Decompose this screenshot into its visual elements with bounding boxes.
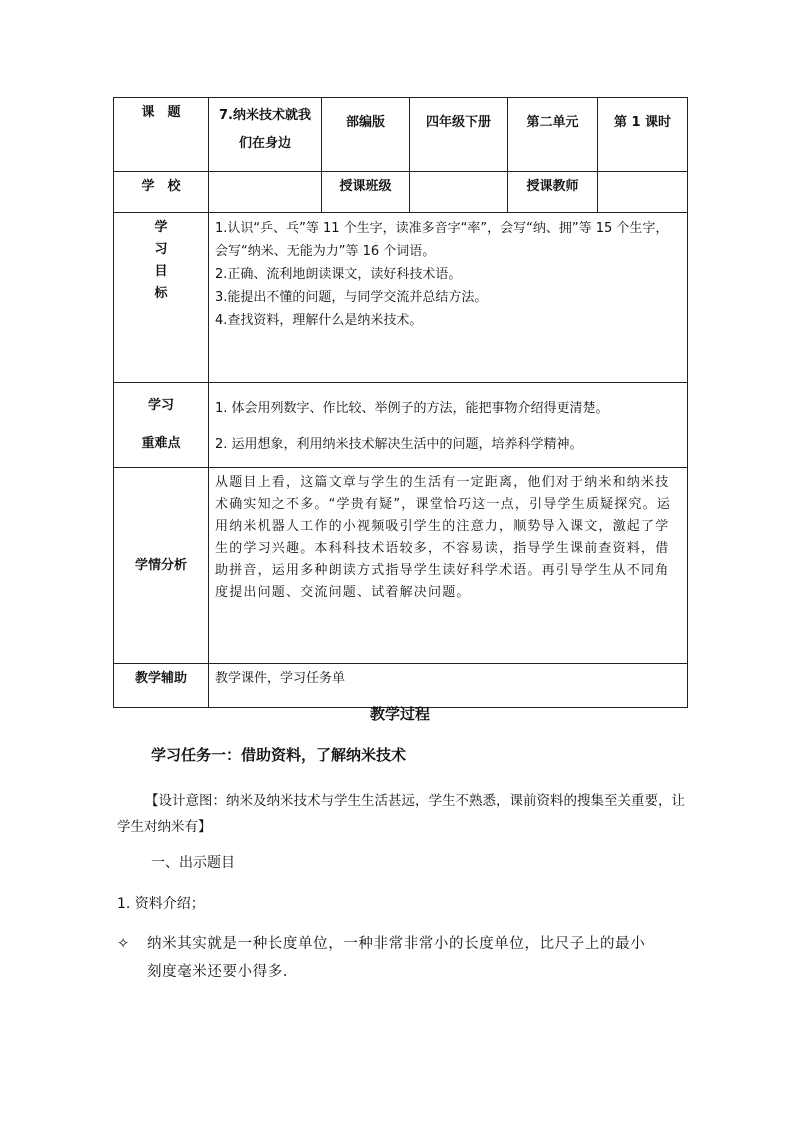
label-goals <box>114 213 209 383</box>
bullet-line: 刻度毫米还要小得多. <box>147 964 289 980</box>
goal-item: 2.正确、流利地朗读课文，读好科技术语。 <box>215 267 462 282</box>
goal-item: 1.认识“乒、乓”等 11 个生字，读准多音字“率”，会写“纳、拥”等 15 个生字，会写“纳米、无能为力”等 16 个词语。 <box>215 221 669 259</box>
bullet-paragraph <box>117 930 697 986</box>
goals-char: 习 <box>154 242 168 257</box>
title-row <box>114 98 688 172</box>
label-school: 学 校 <box>114 172 209 213</box>
unit: 第二单元 <box>508 98 598 172</box>
teacher-value <box>598 172 688 213</box>
bullet-line: 纳米其实就是一种长度单位，一种非常非常小的长度单位，比尺子上的最小 <box>147 936 646 952</box>
key-points-line: 学习 <box>147 398 174 413</box>
grade: 四年级下册 <box>410 98 508 172</box>
process-heading: 教学过程 <box>369 705 430 723</box>
goals-content <box>209 213 688 383</box>
goals-char: 学 <box>154 220 168 235</box>
label-class: 授课班级 <box>322 172 410 213</box>
lesson-number: 第 1 课时 <box>598 98 688 172</box>
goals-row <box>114 213 688 383</box>
list-item: 1. 资料介绍； <box>117 896 205 912</box>
goals-char: 目 <box>154 264 168 279</box>
key-points-line: 重难点 <box>141 436 181 451</box>
aids-content: 教学课件，学习任务单 <box>209 664 688 708</box>
key-point-item: 1. 体会用列数字、作比较、举例子的方法，能把事物介绍得更清楚。 <box>215 401 609 416</box>
key-points-content <box>209 383 688 468</box>
lesson-title: 7.纳米技术就我们在身边 <box>209 98 322 172</box>
task-title: 学习任务一：借助资料，了解纳米技术 <box>151 746 407 764</box>
analysis-row <box>114 468 688 664</box>
label-key-points <box>114 383 209 468</box>
aids-row <box>114 664 688 708</box>
diamond-bullet-icon: ✧ <box>117 936 130 952</box>
section-title: 一、出示题目 <box>151 855 235 871</box>
class-value <box>410 172 508 213</box>
goals-char: 标 <box>154 286 168 301</box>
edition: 部编版 <box>322 98 410 172</box>
school-value <box>209 172 322 213</box>
goal-item: 3.能提出不懂的问题，与同学交流并总结方法。 <box>215 290 488 305</box>
lesson-plan-table <box>113 97 688 708</box>
analysis-content: 从题目上看，这篇文章与学生的生活有一定距离，他们对于纳米和纳米技术确实知之不多。“学贵有疑”，课堂恰巧这一点，引导学生质疑探究。运用纳米机器人工作的小视频吸引学生的注意力，顺势导入课文，激起了学生的学习兴趣。本科科技术语较多，不容易读，指导学生课前查资料，借助拼音，运用多种朗读方式指导学生读好科学术语。再引导学生从不同角度提出问题、交流问题、试着解决问题。 <box>209 468 688 664</box>
label-analysis: 学情分析 <box>114 468 209 664</box>
goal-item: 4.查找资料，理解什么是纳米技术。 <box>215 313 423 328</box>
label-teacher: 授课教师 <box>508 172 598 213</box>
key-point-item: 2. 运用想象，利用纳米技术解决生活中的问题，培养科学精神。 <box>215 437 583 452</box>
key-points-row <box>114 383 688 468</box>
label-aids: 教学辅助 <box>114 664 209 708</box>
design-intent: 【设计意图：纳米及纳米技术与学生生活甚远，学生不熟悉，课前资料的搜集至关重要，让学生对纳米有】 <box>117 793 685 835</box>
label-title: 课 题 <box>114 98 209 172</box>
school-row <box>114 172 688 213</box>
